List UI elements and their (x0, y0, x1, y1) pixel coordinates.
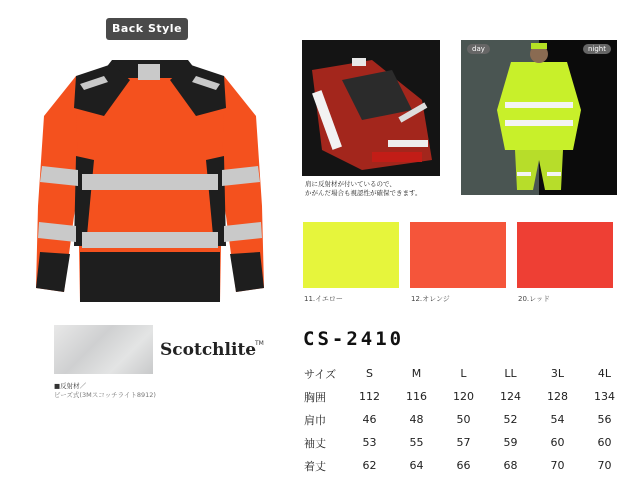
color-swatch-red (517, 222, 613, 288)
table-cell: 68 (503, 459, 518, 472)
table-row (304, 431, 628, 454)
table-cell: 128 (547, 390, 568, 403)
table-cell: 60 (550, 436, 565, 449)
shoulder-reflector-photo (302, 40, 440, 176)
table-cell: 124 (500, 390, 521, 403)
table-cell: 134 (594, 390, 615, 403)
day-label: day (467, 44, 490, 54)
row-label: 肩巾 (304, 413, 326, 427)
table-cell: 53 (362, 436, 377, 449)
material-label: ■反射材／ (54, 382, 87, 390)
day-night-photo (461, 40, 617, 195)
table-cell: 48 (409, 413, 424, 426)
color-label-orange: 12.オレンジ (411, 295, 450, 303)
table-cell: 52 (503, 413, 518, 426)
size-l: L (460, 367, 467, 380)
model-code: CS-2410 (303, 328, 405, 350)
table-cell: 70 (550, 459, 565, 472)
table-cell: 46 (362, 413, 377, 426)
row-label: 胸囲 (304, 390, 326, 404)
size-table (304, 362, 628, 477)
reflector-caption (305, 180, 465, 198)
size-header-label: サイズ (304, 367, 337, 381)
table-row (304, 362, 628, 385)
row-label: 袖丈 (304, 436, 326, 450)
size-3l: 3L (550, 367, 565, 380)
table-row (304, 385, 628, 408)
size-m: M (411, 367, 422, 380)
size-4l: 4L (597, 367, 612, 380)
table-cell: 56 (597, 413, 612, 426)
table-cell: 54 (550, 413, 565, 426)
table-row (304, 408, 628, 431)
table-cell: 50 (456, 413, 471, 426)
size-s: S (366, 367, 373, 380)
color-swatch-orange (410, 222, 506, 288)
back-style-badge: Back Style (106, 18, 188, 40)
table-cell: 70 (597, 459, 612, 472)
color-label-red: 20.レッド (518, 295, 551, 303)
table-cell: 64 (409, 459, 424, 472)
table-cell: 62 (362, 459, 377, 472)
reflector-caption-line2: かがんだ場合も視認性が確保できます。 (305, 189, 422, 197)
scotchlite-tm: TM (255, 340, 264, 347)
table-cell: 57 (456, 436, 471, 449)
row-label: 着丈 (304, 459, 326, 473)
table-cell: 66 (456, 459, 471, 472)
table-cell: 60 (597, 436, 612, 449)
table-cell: 59 (503, 436, 518, 449)
table-cell: 120 (453, 390, 474, 403)
jacket-back-image (34, 56, 266, 302)
table-cell: 55 (409, 436, 424, 449)
table-row (304, 454, 628, 477)
color-swatch-yellow (303, 222, 399, 288)
reflector-caption-line1: 肩に反射材が付いているので、 (305, 180, 396, 188)
material-value: ビーズ式(3Mスコッチライト8912) (54, 391, 156, 399)
table-cell: 116 (406, 390, 427, 403)
size-ll: LL (504, 367, 517, 380)
scotchlite-logo: Scotchlite (160, 340, 257, 360)
color-label-yellow: 11.イエロー (304, 295, 343, 303)
night-label: night (583, 44, 611, 54)
reflective-material-sample (54, 325, 153, 374)
table-cell: 112 (359, 390, 380, 403)
